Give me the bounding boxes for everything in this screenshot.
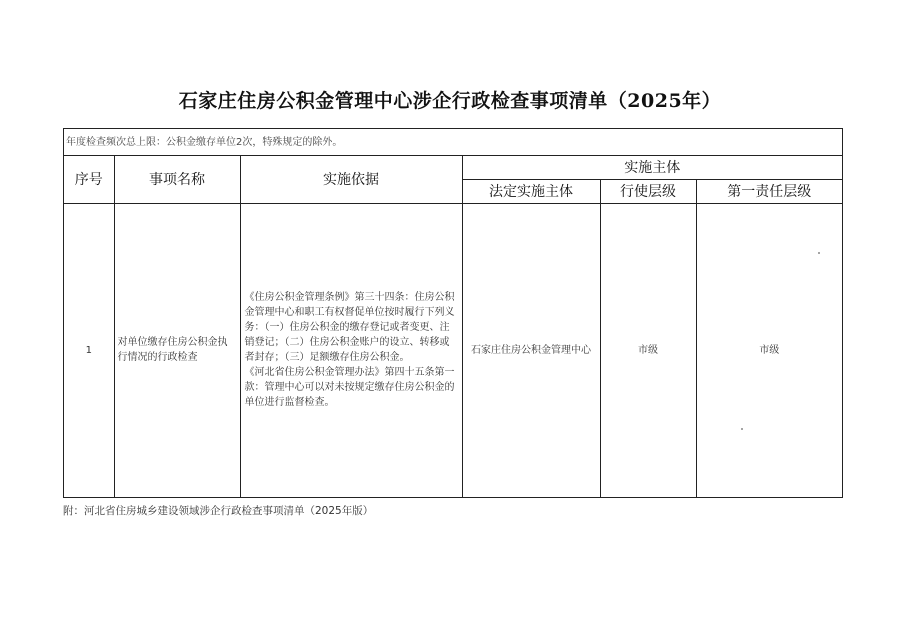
header-first-responsibility-level: 第一责任层级	[696, 179, 842, 203]
row-first-responsibility-level: 市级	[696, 203, 842, 497]
header-exercise-level: 行使层级	[600, 179, 696, 203]
frequency-notice: 年度检查频次总上限：公积金缴存单位2次，特殊规定的除外。	[64, 129, 842, 156]
basis-regulation-text: 《住房公积金管理条例》第三十四条：住房公积金管理中心和职工有权督促单位按时履行下列义务：（一）住房公积金的缴存登记或者变更、注销登记；（二）住房公积金账户的设立、转移或者封存；（三）足额缴存住房公积金。	[244, 292, 455, 364]
header-implementing-subject: 实施主体	[462, 156, 842, 179]
row-basis	[240, 203, 462, 497]
row-legal-subject: 石家庄住房公积金管理中心	[462, 203, 600, 497]
header-seq: 序号	[64, 156, 114, 203]
scan-speck	[818, 252, 820, 254]
row-seq: 1	[64, 203, 114, 497]
header-basis: 实施依据	[240, 156, 462, 203]
table-row	[64, 203, 842, 497]
attachment-note: 附：河北省住房城乡建设领域涉企行政检查事项清单（2025年版）	[63, 505, 374, 517]
header-legal-subject: 法定实施主体	[462, 179, 600, 203]
inspection-items-table	[64, 156, 842, 497]
header-item-name: 事项名称	[114, 156, 240, 203]
scan-speck	[741, 428, 743, 430]
page-title: 石家庄住房公积金管理中心涉企行政检查事项清单（2025年）	[178, 90, 722, 112]
row-exercise-level: 市级	[600, 203, 696, 497]
inspection-table-frame	[63, 128, 843, 498]
row-item-name: 对单位缴存住房公积金执行情况的行政检查	[114, 203, 240, 497]
basis-provincial-text: 《河北省住房公积金管理办法》第四十五条第一款：管理中心可以对未按规定缴存住房公积金的单位进行监督检查。	[244, 367, 455, 409]
